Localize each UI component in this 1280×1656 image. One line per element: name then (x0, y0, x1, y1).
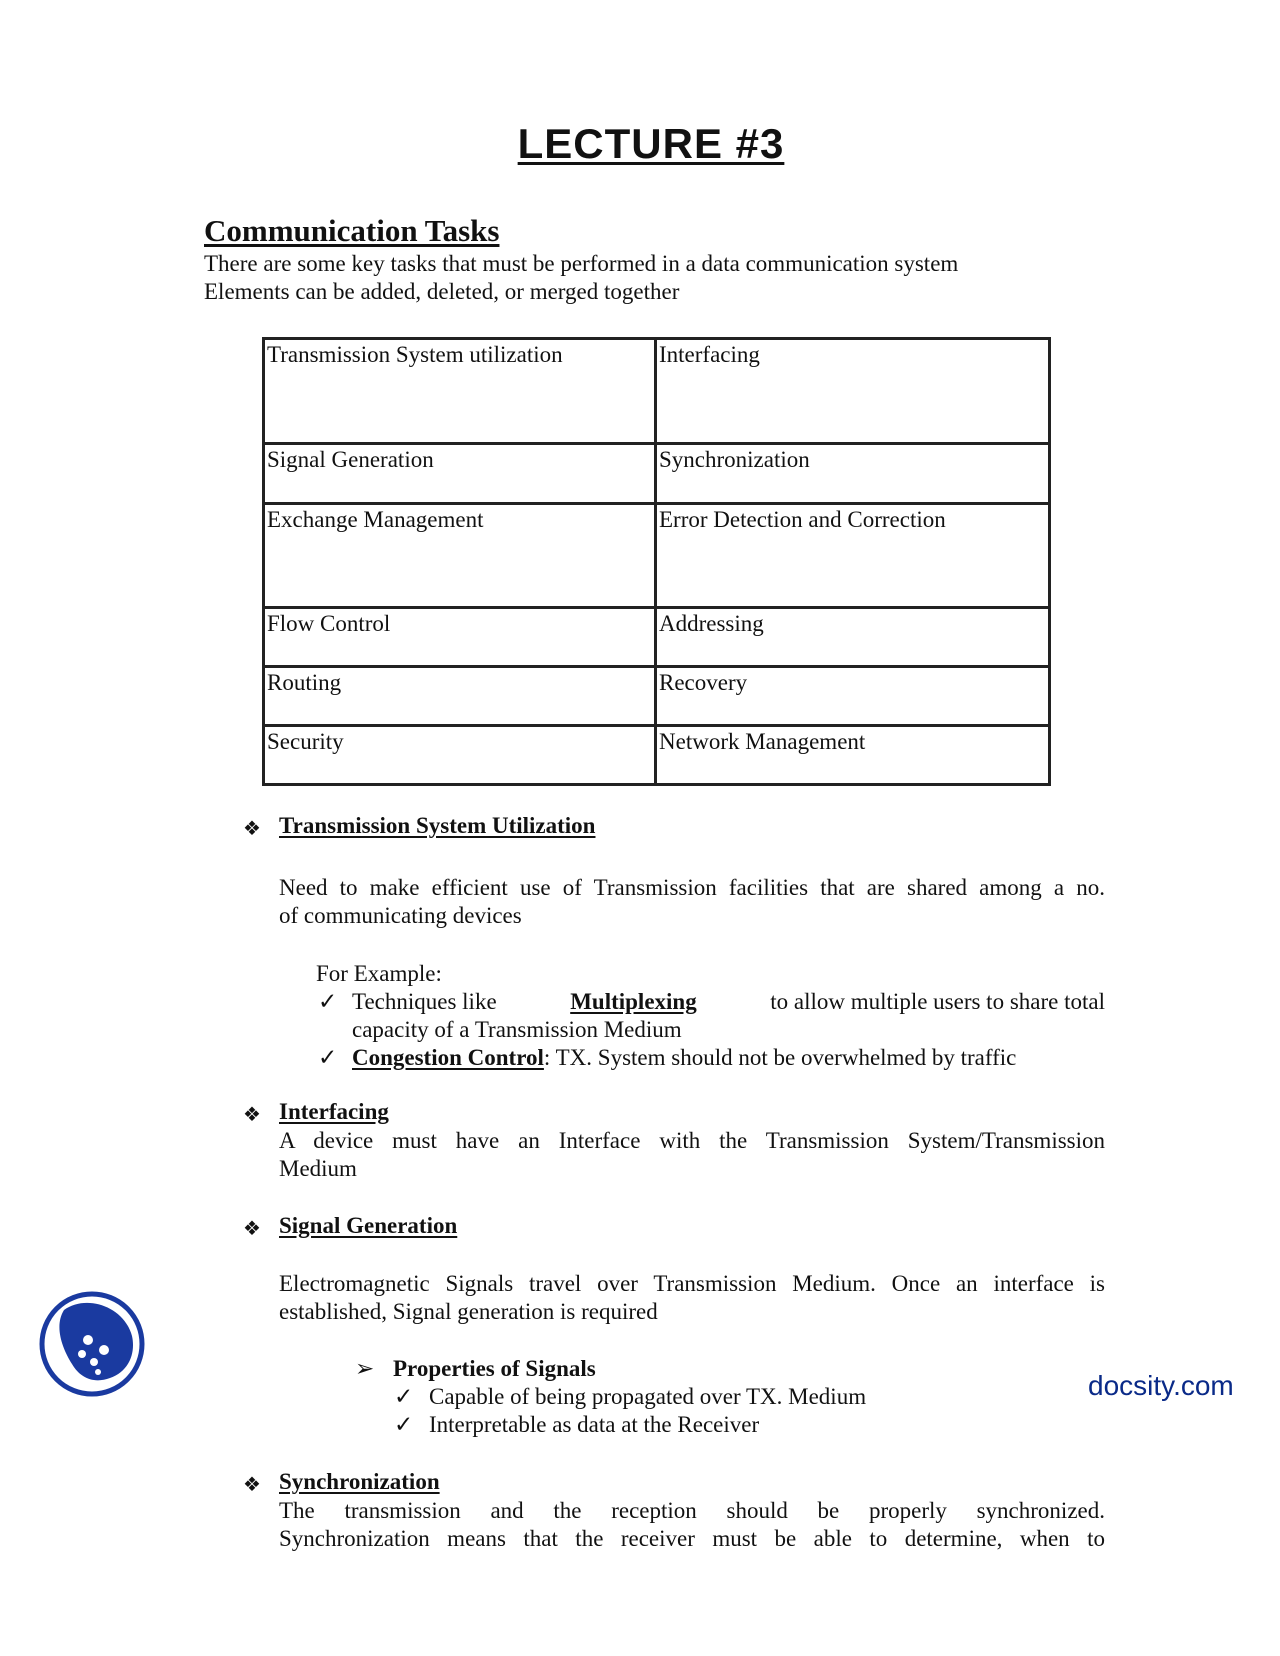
checkmark-icon: ✓ (394, 1412, 414, 1437)
table-cell: Addressing (656, 608, 1050, 667)
interfacing-line-2: Medium (279, 1156, 357, 1181)
table-cell: Transmission System utilization (264, 339, 656, 444)
table-cell: Exchange Management (264, 504, 656, 608)
table-cell: Security (264, 726, 656, 785)
signal-generation-heading: Signal Generation (279, 1213, 458, 1238)
docsity-logo-icon (36, 1288, 148, 1400)
communication-tasks-table (262, 337, 1051, 786)
intro-line-2: Elements can be added, deleted, or merged together (204, 279, 680, 304)
table-row (264, 504, 1050, 608)
table-cell: Flow Control (264, 608, 656, 667)
diamond-bullet-icon: ❖ (243, 1474, 261, 1496)
section-heading: Communication Tasks (204, 213, 500, 248)
interfacing-line-1: A device must have an Interface with the Transmission System/Transmission (279, 1128, 1105, 1153)
table-cell: Signal Generation (264, 444, 656, 504)
multiplexing-term: Multiplexing (570, 989, 697, 1014)
table-cell: Error Detection and Correction (656, 504, 1050, 608)
table-cell: Routing (264, 667, 656, 726)
property-2: Interpretable as data at the Receiver (429, 1412, 760, 1437)
table-row (264, 444, 1050, 504)
synchronization-line-1: The transmission and the reception should be properly synchronized. (279, 1498, 1105, 1523)
table-cell: Network Management (656, 726, 1050, 785)
arrow-bullet-icon: ➢ (355, 1356, 375, 1381)
lecture-title: LECTURE #3 (517, 120, 785, 167)
synchronization-line-2: Synchronization means that the receiver must be able to determine, when to (279, 1526, 1105, 1551)
tsu-item-2-post: : TX. System should not be overwhelmed by traffic (543, 1045, 1017, 1070)
tsu-item-1-line-1 (352, 988, 1105, 1016)
tsu-item-1-pre: Techniques like (352, 989, 497, 1014)
property-1: Capable of being propagated over TX. Medium (429, 1384, 867, 1409)
diamond-bullet-icon: ❖ (243, 1104, 261, 1126)
signal-generation-line-2: established, Signal generation is required (279, 1299, 658, 1324)
table-cell: Synchronization (656, 444, 1050, 504)
table-row (264, 667, 1050, 726)
table-row (264, 608, 1050, 667)
table-row (264, 339, 1050, 444)
tsu-item-2 (352, 1044, 1016, 1072)
example-label: For Example: (316, 961, 442, 986)
tsu-item-1-line-2: capacity of a Transmission Medium (352, 1017, 682, 1042)
signal-generation-line-1: Electromagnetic Signals travel over Transmission Medium. Once an interface is (279, 1271, 1105, 1296)
interfacing-heading: Interfacing (279, 1099, 389, 1124)
congestion-control-term: Congestion Control (352, 1045, 544, 1070)
diamond-bullet-icon: ❖ (243, 1218, 261, 1240)
checkmark-icon: ✓ (318, 1045, 338, 1070)
table-cell: Interfacing (656, 339, 1050, 444)
tsu-item-1-post: to allow multiple users to share total (770, 989, 1105, 1014)
checkmark-icon: ✓ (318, 989, 338, 1014)
tsu-heading: Transmission System Utilization (279, 813, 596, 838)
table-row (264, 726, 1050, 785)
diamond-bullet-icon: ❖ (243, 818, 261, 840)
docsity-watermark[interactable]: docsity.com (1088, 1370, 1234, 1401)
synchronization-heading: Synchronization (279, 1469, 440, 1494)
checkmark-icon: ✓ (394, 1384, 414, 1409)
tsu-paragraph-line-2: of communicating devices (279, 903, 522, 928)
table-cell: Recovery (656, 667, 1050, 726)
tsu-paragraph-line-1: Need to make efficient use of Transmission facilities that are shared among a no. (279, 875, 1105, 900)
properties-heading: Properties of Signals (393, 1356, 596, 1381)
intro-line-1: There are some key tasks that must be performed in a data communication system (204, 251, 959, 276)
